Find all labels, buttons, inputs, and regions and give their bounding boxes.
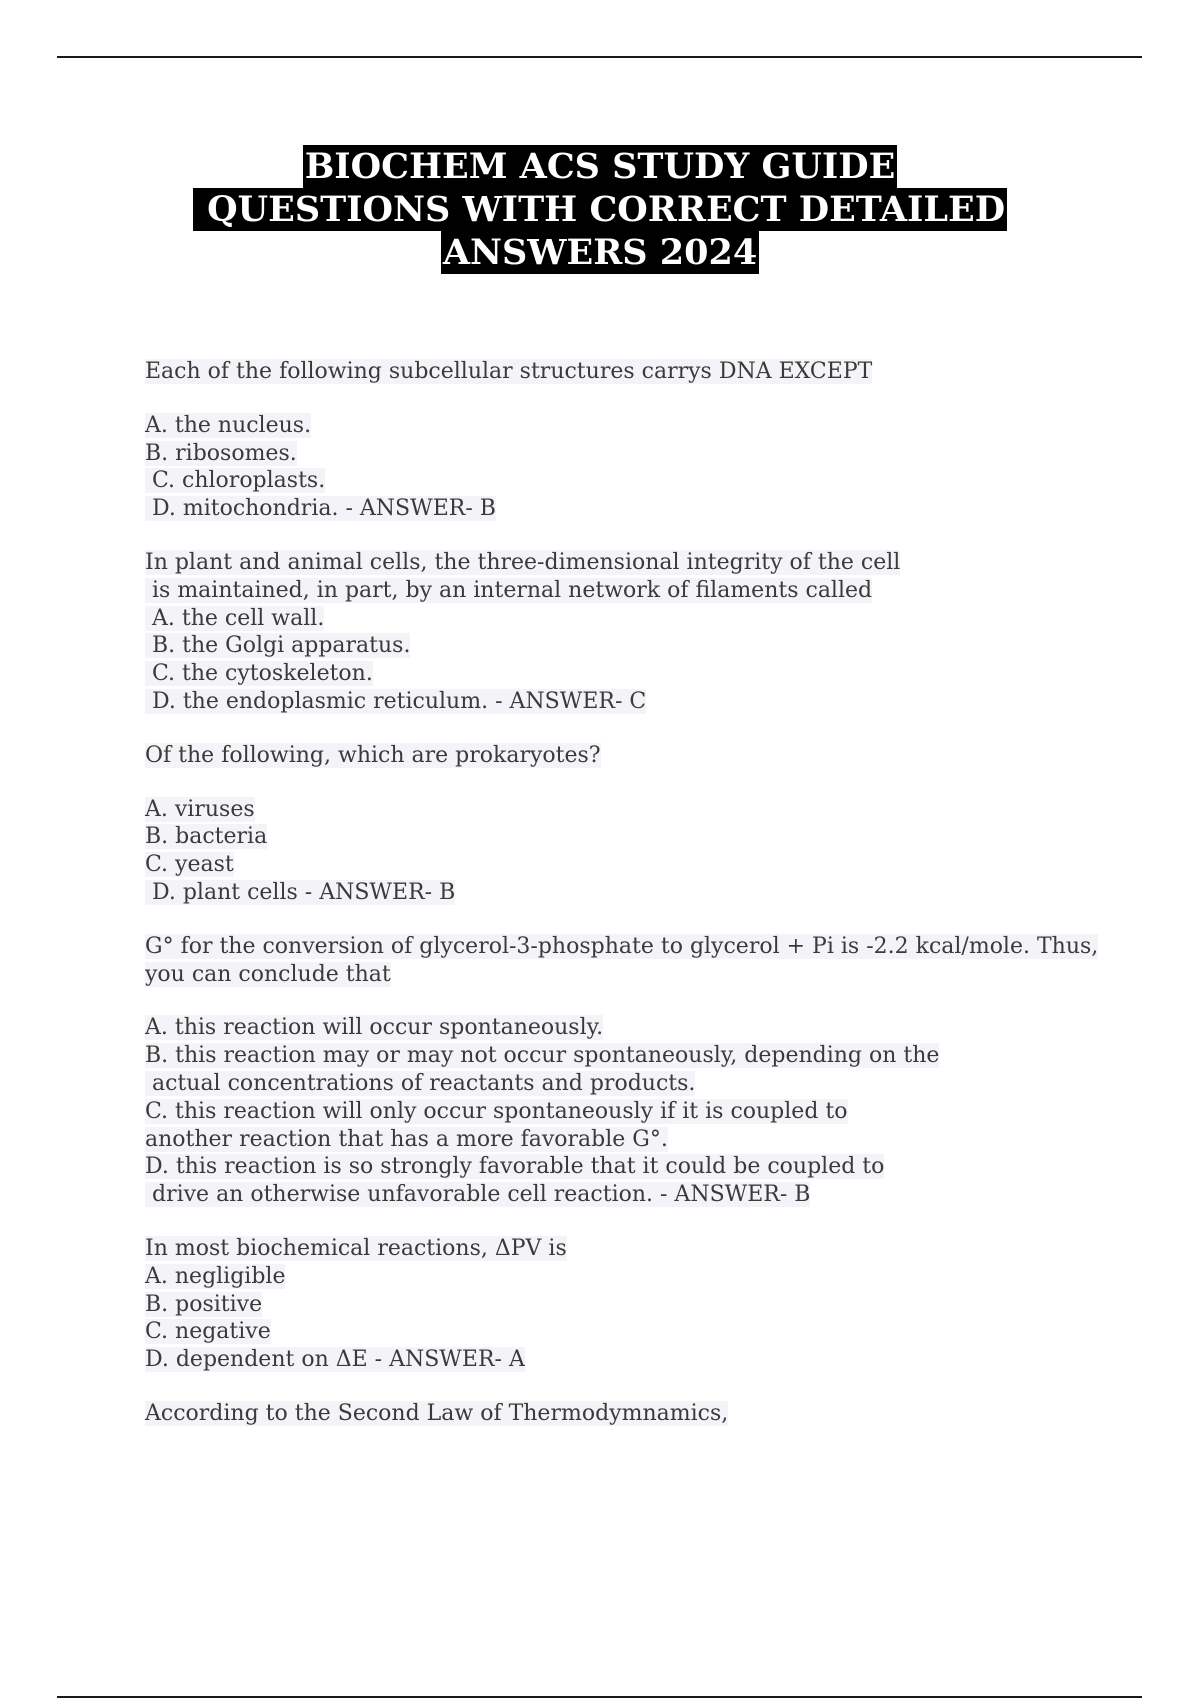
text-line-content: you can conclude that — [145, 961, 391, 987]
text-line-content: C. this reaction will only occur spontaneously if it is coupled to — [145, 1098, 848, 1124]
block-spacer — [145, 988, 1095, 1014]
text-block — [145, 1235, 1095, 1374]
bottom-rule — [57, 1696, 1142, 1698]
text-block — [145, 1014, 1095, 1209]
text-line — [145, 1014, 1095, 1042]
text-line-content: A. the nucleus. — [145, 412, 312, 438]
text-line — [145, 1098, 1095, 1126]
text-line-content: In most biochemical reactions, ΔPV is — [145, 1235, 567, 1261]
text-line-content: According to the Second Law of Thermodymnamics, — [145, 1400, 729, 1426]
text-line — [145, 440, 1095, 468]
text-line-content: G° for the conversion of glycerol-3-phosphate to glycerol + Pi is -2.2 kcal/mole. Thus, — [145, 933, 1099, 959]
text-line — [145, 961, 1095, 989]
text-line — [145, 1070, 1095, 1098]
text-line — [145, 933, 1099, 961]
text-line — [145, 1153, 1095, 1181]
text-line — [145, 1318, 1095, 1346]
text-line — [145, 823, 1095, 851]
text-line-content: C. yeast — [145, 852, 234, 878]
text-line-content: C. the cytoskeleton. — [145, 661, 373, 687]
text-line-content: C. chloroplasts. — [145, 468, 326, 494]
text-line — [145, 495, 1095, 523]
text-line-content: B. bacteria — [145, 824, 268, 850]
text-line-content: B. ribosomes. — [145, 440, 297, 466]
text-line — [145, 577, 1095, 605]
text-line — [145, 358, 1095, 386]
text-line — [145, 1291, 1095, 1319]
text-line — [145, 605, 1095, 633]
text-line-content: In plant and animal cells, the three-dimensional integrity of the cell — [145, 549, 901, 575]
text-line-content: Each of the following subcellular structures carrys DNA EXCEPT — [145, 359, 873, 384]
text-block — [145, 358, 1095, 386]
text-line — [145, 1042, 1095, 1070]
text-line-content: A. viruses — [145, 796, 255, 822]
text-line-content: D. dependent on ΔE - ANSWER- A — [145, 1347, 525, 1373]
text-line — [145, 1400, 1095, 1428]
text-line-content: is maintained, in part, by an internal network of filaments called — [145, 577, 873, 603]
text-line-content: B. positive — [145, 1291, 263, 1317]
block-spacer — [145, 1209, 1095, 1235]
text-block — [145, 1400, 1095, 1428]
text-line-content: D. the endoplasmic reticulum. - ANSWER- C — [145, 688, 647, 714]
text-block — [145, 933, 1099, 989]
text-line — [145, 688, 1095, 716]
document-body — [145, 358, 1099, 1428]
title-line-3: ANSWERS 2024 — [442, 232, 758, 273]
text-line — [145, 851, 1095, 879]
text-line-content: B. this reaction may or may not occur spontaneously, depending on the — [145, 1043, 940, 1069]
text-block — [145, 796, 1095, 907]
text-line — [145, 1181, 1095, 1209]
text-line — [145, 632, 1095, 660]
text-line-content: another reaction that has a more favorable G°. — [145, 1126, 668, 1152]
text-line-content: C. negative — [145, 1319, 271, 1345]
text-line-content: drive an otherwise unfavorable cell reaction. - ANSWER- B — [145, 1182, 811, 1208]
text-line-content: D. plant cells - ANSWER- B — [145, 879, 456, 905]
text-line-content: D. mitochondria. - ANSWER- B — [145, 496, 496, 522]
text-block — [145, 742, 1095, 770]
text-line — [145, 796, 1095, 824]
text-line — [145, 549, 1095, 577]
text-line-content: D. this reaction is so strongly favorable that it could be coupled to — [145, 1154, 885, 1180]
text-block — [145, 549, 1095, 716]
title-line-2: QUESTIONS WITH CORRECT DETAILED — [194, 189, 1006, 230]
text-line-content: A. this reaction will occur spontaneously. — [145, 1015, 604, 1041]
block-spacer — [145, 523, 1095, 549]
block-spacer — [145, 770, 1095, 796]
text-line-content: B. the Golgi apparatus. — [145, 633, 411, 659]
top-rule — [57, 56, 1142, 58]
text-line-content: A. negligible — [145, 1263, 286, 1289]
document-title — [0, 145, 1200, 274]
text-line — [145, 1126, 1095, 1154]
text-line-content: A. the cell wall. — [145, 605, 325, 631]
text-line-content: Of the following, which are prokaryotes? — [145, 742, 601, 768]
block-spacer — [145, 1374, 1095, 1400]
title-line-1: BIOCHEM ACS STUDY GUIDE — [304, 146, 896, 187]
block-spacer — [145, 907, 1095, 933]
text-line — [145, 879, 1095, 907]
text-line — [145, 467, 1095, 495]
text-line — [145, 1235, 1095, 1263]
text-line — [145, 742, 1095, 770]
text-line — [145, 1263, 1095, 1291]
text-line — [145, 1346, 1095, 1374]
block-spacer — [145, 716, 1095, 742]
text-line — [145, 660, 1095, 688]
block-spacer — [145, 386, 1095, 412]
text-line — [145, 412, 1095, 440]
text-line-content: actual concentrations of reactants and products. — [145, 1070, 696, 1096]
text-block — [145, 412, 1095, 523]
